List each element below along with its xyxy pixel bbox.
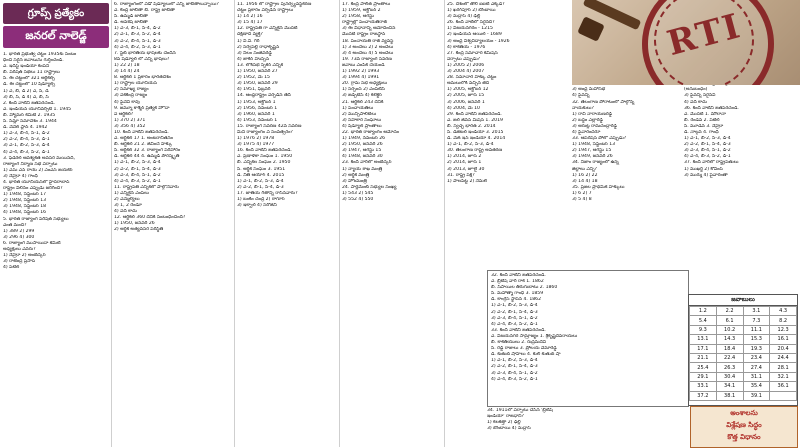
text-line: ఎ. కేంద్ర జాబితా బి. రాష్ట్ర జాబితా [114, 8, 176, 14]
footer-box [690, 406, 798, 448]
text-line: 2) సర్వేపల్లి రాధాకృష్ణన్ [237, 44, 280, 50]
text-line: 1) ఎన్నికైన ఎంపీలు [114, 190, 150, 196]
answer-row [690, 316, 797, 325]
text-line: సి. మహాత్మా గాంధీ 3. 1859 [491, 291, 544, 297]
text-line: 29. కింది వాటిని జతపరచండి. [447, 111, 502, 117]
text-line: 1) ఎ-3, బి-4, సి-1, డి-2 [3, 131, 50, 137]
text-line: బి. సీపాయిల తిరుగుబాటు 2. 1860 [491, 285, 558, 291]
text-line: 2) సమాఖ్య రాజ్యం [114, 87, 149, 93]
text-line: 2) 1947, ఆగస్టు 15 [572, 148, 612, 154]
answer-row [690, 372, 797, 381]
text-line: 26. కింది వాటిలో సరైనది? [447, 20, 495, 26]
rti-stamp-text: RTI [663, 5, 746, 65]
text-line: 21. ఆర్టికల్ 243 దేనికి [342, 99, 384, 105]
text-line: 22. భారత రాజ్యాంగం ఆమోదం [342, 129, 399, 135]
text-line: 1) 1976 2) 1978 [237, 136, 275, 142]
text-line: 4) 1951, ఫిబ్రవరి [237, 87, 271, 93]
text-line: 30. తెలంగాణ రాష్ట్ర అవతరణ [447, 148, 503, 154]
answers-grid [689, 306, 797, 401]
text-line: 14. ఆంధ్రరాష్ట్రం ఏర్పడిన తేదీ [237, 93, 291, 99]
text-line: 1) 22 2) 18 [114, 62, 140, 68]
answer-cell: 18.4 [716, 344, 743, 353]
answer-cell: 32.1 [770, 372, 797, 381]
text-line: ఏ ఆర్టికల్? [114, 111, 134, 117]
text-line: 3) నెహ్రూ 4) గాంధీ [3, 173, 38, 179]
text-line: 33. ఆపరేషన్ పోలో ఎప్పుడు? [572, 136, 627, 142]
text-line: 3) ఎ-3, బి-4, సి-1, డి-2 [491, 315, 538, 321]
text-line: రాజ్యాంగ నిర్మాణ సభ ఏర్పాటు [3, 161, 58, 167]
text-line: 1) ఎ-1, బి-2, సి-3, డి-4 [491, 303, 538, 309]
text-line: 31. రాష్ట్ర పక్షి? [447, 172, 475, 178]
text-line: ఇండియా' రాజధాని? [487, 414, 524, 420]
footer-line-1: అంశాలను [730, 409, 758, 417]
text-line: డి. కుతుబ్ షాహీలు 4. కులీ కుతుబ్ షా [491, 352, 561, 358]
text-line: 17. కేంద్ర పాలిత ప్రాంతాలు [342, 2, 391, 7]
text-line: 2) ఆర్థిక అత్యవసర పరిస్థితి [114, 227, 164, 233]
text-line: 3) ఏకకేంద్ర రాజ్యం [114, 93, 148, 99]
answer-row [690, 335, 797, 344]
column-4 [342, 2, 442, 447]
text-line: 2) ఆర్థిక మంత్రి [342, 172, 370, 178]
text-line: ఏర్పాటు ఎప్పుడు? [447, 56, 481, 62]
text-line: 2) 1950, జనవరి 26 [342, 142, 383, 148]
text-line: బి. ఎన్నికల సంఘం 2. 1950 [237, 160, 291, 166]
text-line: 1) 1948, సెప్టెంబర్ 17 [3, 192, 47, 198]
text-line: సి. ఆర్టికల్ 32 3. రాజ్యాంగ పరిహారం [114, 148, 181, 154]
answer-row [690, 325, 797, 334]
text-line: 2) ఎ-2, బి-4, సి-3, డి-1 [3, 137, 50, 143]
answer-row [690, 391, 797, 400]
text-line: ఎ. విజయనగర సామ్రాజ్యం 1. శ్రీకృష్ణదేవరాయలు [491, 333, 578, 339]
text-line: 3) 1950, జనవరి 29 [237, 81, 278, 87]
text-line: జిల్లాలు ఎన్ని? [572, 166, 597, 172]
text-line: రాష్ట్రాల్లో పంచాయతీరాజ్ [342, 20, 387, 26]
text-line: 4) ఎ-4, బి-3, సి-2, డి-1 [3, 149, 50, 155]
text-line: 19. 73వ రాజ్యాంగ సవరణ [342, 56, 392, 62]
answer-row [690, 307, 797, 316]
answer-cell: 4.3 [770, 307, 797, 316]
text-line: ఎ. ప్రణాళికా సంఘం 1. 1950 [237, 154, 293, 160]
text-line: 3) ఆంధ్ర మహాసభ [572, 87, 606, 93]
answer-row [690, 382, 797, 391]
text-line: 2) ఇండియన్ ఆయిల్ - 1689 [447, 32, 502, 38]
answer-cell: 10.2 [716, 325, 743, 334]
text-line: బి. కాకతీయులు 2. రుద్రమదేవి [491, 340, 547, 346]
bottom-question [487, 408, 687, 447]
text-line: 6. రాజ్యాంగంలో ఏడో షెడ్యూలులో ఎన్ని జాబితాలున్నాయి? [114, 2, 219, 7]
text-line: డి. ఈ చట్టంలో 10 షెడ్యూల్స్ [3, 82, 56, 88]
text-line: 2) ఎ-2, బి-1, సి-4, డి-3 [491, 364, 538, 370]
text-line: డి. నాల్గవ 4. గాంధీ [684, 129, 719, 135]
text-line: 1) ఎ-1, బి-2, సి-3, డి-4 [114, 160, 161, 166]
text-line: 4) పైవేవీ కావు [114, 99, 140, 105]
text-line: మినీ రాజ్యాంగం ఏ సంవత్సరం? [237, 129, 293, 135]
answer-cell: 35.4 [743, 382, 770, 391]
footer-line-2: విశ్లేషణ సిద్ధం [726, 421, 762, 429]
text-line: 34. 1911లో ఏర్పాటు చేసిన 'బ్రిటిష్ [487, 408, 553, 413]
text-line: 1) 1949, నవంబర్ 26 [342, 136, 386, 142]
text-line: 4) ఎ-4, బి-3, సి-2, డి-1 [114, 178, 161, 184]
text-line: 1) ఎ-1, బి-2, సి-3, డి-4 [684, 136, 731, 142]
text-line: 1) ఎమ్ ఎన్ రాయ్ 2) ఎంఎన్ జయకర్ [3, 167, 73, 173]
text-line: అమలులోకి వచ్చిన తేదీ [447, 81, 490, 87]
text-line: 3) 1947, ఆగస్టు 15 [342, 148, 382, 154]
section-header [3, 3, 109, 49]
text-line: 2) 1952, మే 15 [237, 75, 270, 81]
answer-cell: 31.1 [743, 372, 770, 381]
text-line: 23. కింది వారిలో అంబేద్కర్ [342, 160, 392, 166]
text-line: సి. సిమ్లా సమావేశం 3. 1944 [3, 119, 57, 125]
answer-cell: 29.1 [690, 372, 717, 381]
text-line: 3) 1949, జనవరి 26 [572, 154, 613, 160]
text-line: 8వ షెడ్యూల్ లో ఎన్ని భాషలు? [114, 56, 170, 62]
text-line: చట్టం ప్రకారం ఏర్పడిన రాష్ట్రాలు [237, 8, 294, 14]
text-line: డి. నీతి ఆయోగ్ 4. 2015 [237, 172, 285, 178]
text-line: 1) 6 2) 7 [572, 190, 592, 196]
text-line: 1) నెహ్రూ 2) అంబేద్కర్ [3, 253, 46, 259]
text-line: 27. కేంద్ర సమాచార కమిషన్ [447, 50, 498, 56]
text-line: 1) ఎ-1, బి-2, సి-3, డి-4 [237, 178, 284, 184]
text-line: 33. కింది వాటిని జతపరచండి. [491, 327, 546, 333]
text-line: 4) పైవారందరూ [572, 129, 601, 135]
text-line: సి. ఉమ్మడి జాబితా [114, 14, 148, 20]
answer-cell: 2.2 [716, 307, 743, 316]
answer-row [690, 363, 797, 372]
text-line: 7. స్టేట్ భారతీయ భాషలకు చెందిన [114, 50, 176, 56]
text-line: 18. పంచాయతీ రాజ్ వ్యవస్థ [342, 38, 394, 44]
text-line: 3) 2004 4) 2007 [447, 69, 485, 75]
answer-cell: 27.4 [743, 363, 770, 372]
text-line: 3) 5 4) 8 [572, 197, 592, 202]
text-line: 4) ఎ-4, బి-3, సి-2, డి-1 [491, 321, 538, 327]
answer-cell: 37.2 [690, 391, 717, 400]
text-line: 20. గ్రామ సభ అధ్యక్షులు [342, 81, 388, 87]
column-5 [447, 2, 570, 267]
text-line: 12. రాష్ట్రపతి గా ఎన్నికైన మొదటి [237, 26, 298, 32]
text-line: 3) 14 4) 18 [572, 178, 598, 184]
text-line: జవాబు ఎంపిక చేయండి [342, 62, 385, 68]
text-line: 1) 3 అంచెలు 2) 2 అంచెలు [342, 44, 394, 50]
text-line: 2) 1956, నవంబర్ 1 [237, 105, 278, 111]
text-line: 1) రావి నారాయణరెడ్డి [572, 111, 612, 117]
column-3 [237, 2, 337, 447]
text-line: అధ్యక్షులు ఎవరు? [3, 247, 36, 252]
answer-cell: 15.3 [743, 335, 770, 344]
column-2 [114, 2, 232, 447]
text-line: 28. సమాచార హక్కు చట్టం [447, 75, 497, 81]
text-line: 1) న్యాయ శాఖ మంత్రి [342, 166, 383, 172]
text-line: 2) 1948, సెప్టెంబర్ 13 [3, 198, 47, 204]
text-line: 17. జాతీయ గీతాన్ని రాసినవారు? [237, 190, 298, 196]
footer-line-3: కొత్త విధానం [727, 433, 761, 441]
text-line: 3) ఇక్బాల్ 4) సరోజినీ [237, 203, 277, 209]
text-line: 1) 2014, జూన్ 2 [447, 154, 482, 160]
answer-row [690, 353, 797, 362]
text-line: సి. డిజిటల్ ఇండియా 3. 2015 [447, 129, 504, 135]
text-line: 36. కింది వాటిని జతపరచండి. [684, 105, 739, 111]
text-line: 1) 1950, జనవరి 26 [114, 221, 155, 227]
text-line: 1) సర్పంచ్ 2) ఎంపీటీసీ [342, 87, 385, 93]
text-line: 4. భారత యూనియన్‌లో హైదరాబాద్ [3, 179, 70, 185]
text-line: 3) 296 4) 300 [3, 234, 35, 240]
text-line: 3) సహకార సంఘాలు [342, 117, 382, 123]
text-line: 2) ఎ-2, బి-1, సి-4, డి-3 [237, 184, 284, 190]
text-line: 2) 1958, ఆగస్టు [342, 14, 374, 20]
text-line: 3) 1960, జనవరి 1 [237, 111, 275, 117]
text-line: సి. ఆర్థిక సంఘం 3. 1951 [237, 166, 286, 172]
text-line: 4) ఏదీ కాదు [114, 209, 137, 215]
answer-cell: 5.4 [690, 316, 717, 325]
text-line: డి. వేవెల్ ప్లాన్ 4. 1942 [3, 125, 48, 131]
answer-cell: 14.3 [716, 335, 743, 344]
text-line: 3. ఫెడరల్ ఆవశ్యకత అవసర మయినది, [3, 155, 75, 161]
text-line: 4) జాకిర్ హుస్సేన్ [237, 56, 270, 62]
text-line: 3) పైవన్నీ సరైనవి [684, 93, 716, 99]
answer-cell: 9.3 [690, 325, 717, 334]
answer-row [690, 344, 797, 353]
text-line: 1) ముఖర్జీ 2) కోవింద్ [684, 166, 723, 172]
answer-cell: 8.2 [770, 316, 797, 325]
text-line: 2) 2014, జూన్ 1 [447, 160, 482, 166]
text-line: 1) 1948, సెప్టెంబర్ 13 [572, 142, 616, 148]
answer-cell: 17.1 [690, 344, 717, 353]
text-line: 3) 2006, జనవరి 1 [447, 99, 485, 105]
text-line: 1) 1950, జనవరి 27 [237, 69, 278, 75]
text-line: 3) 14 4) 24 [114, 69, 140, 75]
text-line: 3) నీలం సంజీవరెడ్డి [237, 50, 272, 56]
text-line: 4) ఎ-4, బి-3, సి-2, డి-1 [491, 376, 538, 382]
text-line: 3) హోంమంత్రి [342, 178, 367, 184]
answer-cell: 1.2 [690, 307, 717, 316]
text-line: 13. లోక్‌సభ స్పీకర్ ఎన్నిక [237, 62, 283, 68]
text-line: 34. నిజాం రాజ్యంలో ఉన్న [572, 160, 619, 166]
rti-stamp-image [572, 0, 800, 85]
text-line: 3) ముర్ము 4) పైవారంతా [684, 172, 728, 178]
text-line: 11. రాష్ట్రపతి ఎన్నికలో పాల్గొనేవారు [114, 184, 179, 190]
answer-cell: 3.1 [743, 307, 770, 316]
text-line: 3) రాజేంద్ర ప్రసాద్ [3, 259, 36, 265]
answer-cell: 20.4 [770, 344, 797, 353]
text-line: ఎ. బ్రిటిష్ వారి రాక 1. 1862 [491, 279, 544, 285]
text-line: ఎ. ఇండియన్ యూనివర్సిటీ 1. 1945 [3, 106, 72, 112]
text-line: 2) ఎ-1, బి-3, సి-2, డి-4 [114, 32, 161, 38]
text-line: 25. దేశంలో తొలి ఐఐటీ ఎక్కడ? [447, 2, 505, 7]
text-line: 3) 552 4) 550 [342, 197, 374, 202]
text-line: (అనుబంధం) [684, 87, 708, 93]
text-line: 3) ఎ-3, బి-4, సి-1, డి-2 [114, 172, 161, 178]
text-line: 2) మున్సిపాలిటీలు [342, 111, 377, 117]
text-line: 3) ఎ-3, బి-4, సి-1, డి-2 [684, 148, 731, 154]
answer-cell: 11.1 [743, 325, 770, 334]
text-line: 3) 1975 4) 1977 [237, 142, 275, 148]
answer-cell: 23.4 [743, 353, 770, 362]
text-line: 6. రాజ్యాంగ ముసాయిదా కమిటీ [3, 240, 61, 246]
text-line: 4) 1948, సెప్టెంబర్ 16 [3, 210, 47, 216]
text-line: 2) ఎ-2, బి-1, సి-4, డి-3 [491, 309, 538, 315]
text-line: 1) 2005, అక్టోబర్ 12 [447, 87, 489, 93]
answer-cell: 12.3 [770, 325, 797, 334]
text-line: 4) పైవన్నీ [572, 93, 590, 99]
text-line: ఎ. ఇదిస్ట్ ఇండియా కంపెనీ [3, 64, 50, 70]
text-line: 1) 1992 2) 1993 [342, 69, 380, 75]
answer-cell: 26.3 [716, 363, 743, 372]
text-line: 3) ఎ-2, బి-4, సి-1, డి-3 [114, 38, 161, 44]
text-line: 4) 1948, జనవరి 30 [342, 154, 383, 160]
text-line: 1) 370 2) 371 [114, 117, 146, 123]
text-line: మొదటి రాష్ట్రం రాజస్థాన్ [342, 32, 386, 38]
text-line: దక్షిణాది వ్యక్తి? [237, 32, 263, 38]
text-line: 1) కలకత్తా 2) ఢిల్లీ [487, 420, 521, 426]
text-line: 4) ఎ-4, బి-3, సి-2, డి-1 [684, 154, 731, 160]
text-line: 32. కింది వాటిని జతపరచండి. [491, 273, 546, 278]
text-line: 10. కింది వాటిని జతపరచండి. [114, 129, 169, 135]
text-line: 1) ఎ-1, బి-2, సి-3, డి-4 [447, 142, 494, 148]
text-line: ఎ. జల్ జీవన్ మిషన్ 1. 2019 [447, 117, 503, 123]
text-line: 2) ఎమ్మెల్యేలు [114, 197, 140, 202]
text-line: 3) బి, సి, డి 4) ఎ, బి, సి [3, 94, 49, 100]
text-line: 15. రాజ్యాంగ సవరణ 42వ సవరణ [237, 123, 302, 129]
text-line: ఎ. ఆర్టికల్ 17 1. అంటరానితనం [114, 136, 173, 142]
text-line: డి. అవశేష జాబితా [114, 20, 148, 26]
answers-title: జవాబులు [689, 295, 797, 306]
answer-cell: 7.3 [743, 316, 770, 325]
text-line: 12. ఆర్టికల్ 360 దేనికి సంబంధించింది? [114, 215, 186, 221]
answer-cell: 36.1 [770, 382, 797, 391]
text-line: 5. భారత రాజ్యాంగ పరిషత్ సభ్యులు [3, 216, 69, 222]
text-line: 1) 389 2) 299 [3, 228, 35, 234]
text-line: 4) కాకతీయ - 1976 [447, 44, 486, 50]
text-line: 2) బద్దం ఎల్లారెడ్డి [572, 117, 603, 123]
text-line: 1) 14 2) 16 [237, 14, 263, 20]
text-line: 32. తెలంగాణ పోరాటంలో పాల్గొన్న [572, 99, 635, 105]
answer-cell: 13.1 [690, 335, 717, 344]
text-line: 1) ఎ-1, బి-2, సి-3, డి-4 [491, 358, 538, 364]
text-line: బి. స్వచ్ఛ భారత్ 2. 2014 [447, 123, 496, 129]
text-line: 1. భారత ప్రభుత్వ చట్టం 1935కు సంబం [3, 52, 77, 57]
answer-cell: 22.4 [716, 353, 743, 362]
text-line: ఎ. మొదటి 1. మౌలానా [684, 111, 726, 117]
text-line: 37. కింది వారిలో రాష్ట్రపతులు [684, 160, 739, 166]
answer-cell: 28.1 [770, 363, 797, 372]
text-line: 3) 15 4) 17 [237, 20, 263, 26]
text-line: డి. కాంగ్రెస్ స్థాపన 4. 1862 [491, 297, 542, 303]
text-line: 1) 16 2) 22 [572, 172, 598, 178]
text-line: 3) ఎ-3, బి-4, సి-1, డి-2 [491, 370, 538, 376]
answer-cell: 34.1 [716, 382, 743, 391]
text-line: బి. పరిషత్ సభలు 11 రాష్ట్రాలు [3, 70, 60, 76]
text-line: 4) 1953, నవంబర్ 1 [237, 117, 278, 123]
column-1 [3, 52, 109, 447]
text-line: 3) జడ్పీటీసీ 4) కలెక్టర్ [342, 93, 382, 99]
text-line: 1) వి.వి. గిరి [237, 38, 260, 44]
text-line: 1) ఖరగ్‌పూర్ 2) బొంబాయి [447, 8, 496, 14]
text-line: 16. కింది వాటిని జతపరచండి. [237, 148, 292, 154]
text-line: 1) 1953, అక్టోబర్ 1 [237, 99, 276, 105]
answer-cell: 39.1 [743, 391, 770, 400]
text-line: 3) 1, 2 రెండూ [114, 203, 142, 209]
header-title: గ్రూప్స్ ప్రత్యేకం [3, 3, 109, 24]
text-line: 1) బంకిం చంద్ర 2) ఠాగూర్ [237, 197, 285, 202]
text-line: బి. హ్యామర్ కమిటీ 2. 1935 [3, 112, 56, 118]
text-line: 9. జమ్మూ కాశ్మీర్ ప్రత్యేక హోదా [114, 105, 170, 111]
text-line: సి. రెడ్డి రాజులు 3. ప్రోలయ వేమారెడ్డి [491, 346, 557, 352]
text-line: 2) ఎ-2, బి-1, సి-4, డి-3 [114, 166, 161, 172]
answer-cell: 38.1 [716, 391, 743, 400]
text-line: 4) ఏదీ కాదు [684, 99, 707, 105]
text-line: డి. మేక్ ఇన్ ఇండియా 4. 2014 [447, 136, 506, 142]
text-line: 1) రాష్ట్రాల యూనియన్ [114, 81, 158, 87]
text-line: 3) ఎ-1, బి-2, సి-3, డి-4 [3, 143, 50, 149]
text-line: 3) 1994 4) 1991 [342, 75, 380, 81]
answers-table [688, 294, 798, 406]
text-line: 3) ఆంధ్ర విశ్వవిద్యాలయం - 1926 [447, 38, 510, 44]
text-line: 8. ఆర్టికల్ 1 ప్రకారం భారతదేశం [114, 75, 171, 81]
text-line: 4) షెడ్యూల్ ప్రాంతాలు [342, 123, 382, 129]
text-line: బి. రెండవ 2. పటేల్ [684, 117, 720, 123]
answer-cell: 33.1 [690, 382, 717, 391]
text-line: 1) 1959, అక్టోబర్ 2 [342, 8, 381, 14]
match-box [487, 270, 689, 407]
match-box-text [491, 273, 685, 406]
text-line: బి. ఆర్టికల్ 21 2. జీవించే హక్కు [114, 142, 172, 148]
answer-cell: 19.3 [743, 344, 770, 353]
text-line: 2) 2005, జూన్ 15 [447, 93, 485, 99]
text-line: నాయకులు? [572, 105, 594, 111]
text-line: 1) 543 2) 545 [342, 190, 374, 196]
text-line: డి. ఆర్టికల్ 44 4. ఉమ్మడి పౌరస్మృతి [114, 154, 180, 160]
text-line: 1) 2005 2) 2006 [447, 62, 485, 68]
answer-cell: 6.1 [716, 316, 743, 325]
text-line: 1) పంచాయతీలు [342, 105, 374, 111]
text-line: 3) 4 అంచెలు 4) 5 అంచెలు [342, 50, 394, 56]
text-line: 1) పాలపిట్ట 2) నెమలి [447, 178, 488, 184]
text-line: 35. ప్రజల ప్రాథమిక హక్కులు [572, 184, 625, 190]
text-line: 3) ఈ విధానాన్ని ఆమోదించిన [342, 26, 396, 32]
answer-cell: 24.4 [770, 353, 797, 362]
answer-cell: 16.1 [770, 335, 797, 344]
header-subtitle: జనరల్ నాలెడ్జ్ [3, 26, 109, 48]
answer-cell [770, 391, 797, 400]
text-line: 3) 356 4) 352 [114, 123, 146, 129]
text-line: 3) 1948, సెప్టెంబర్ 18 [3, 204, 47, 210]
text-line: 4) పటేల్ [3, 265, 20, 271]
text-line: 1) ఎ-3, బి-1, సి-4, డి-2 [114, 26, 161, 32]
text-line: 2. కింది వాటిని జతపరచండి. [3, 100, 55, 106]
text-line: రాష్ట్రం విలీనం ఎప్పుడు జరిగింది? [3, 186, 63, 192]
text-line: ఎంత మంది? [3, 222, 27, 228]
text-line: సి. ఈ చట్టంలో 321 ఆర్టికల్స్ [3, 76, 55, 82]
text-line: 3) ఆరుట్ల రామచంద్రారెడ్డి [572, 123, 617, 129]
text-line: 4) 2004, మే 10 [447, 105, 480, 111]
text-line: 3) 2013, జూలై 30 [447, 166, 485, 172]
text-line: 4) ఎ-4, బి-2, సి-3, డి-1 [114, 44, 161, 50]
text-line: 3) బొంబాయి 4) మద్రాస్ [487, 426, 531, 432]
text-line: 3) మద్రాస్ 4) ఢిల్లీ [447, 14, 481, 20]
text-line: 1) ఎ, బి, డి 2) ఎ, సి, డి [3, 88, 49, 94]
text-line: 11. 1956 లో రాష్ట్రాల పునర్వ్యవస్థీకరణ [237, 2, 312, 7]
text-line: 2) ఎ-2, బి-1, సి-4, డి-3 [684, 142, 731, 148]
answer-cell: 25.4 [690, 363, 717, 372]
text-line: 1) విజయనగరం - 1215 [447, 26, 493, 32]
text-line: 24. పార్లమెంట్ సభ్యుల సంఖ్య [342, 184, 397, 190]
text-line: ధించి సరైన జవాబును గుర్తించండి. [3, 58, 64, 64]
text-line: సి. మూడవ 3. నెహ్రూ [684, 123, 724, 129]
answer-cell: 30.4 [716, 372, 743, 381]
answer-cell: 21.1 [690, 353, 717, 362]
